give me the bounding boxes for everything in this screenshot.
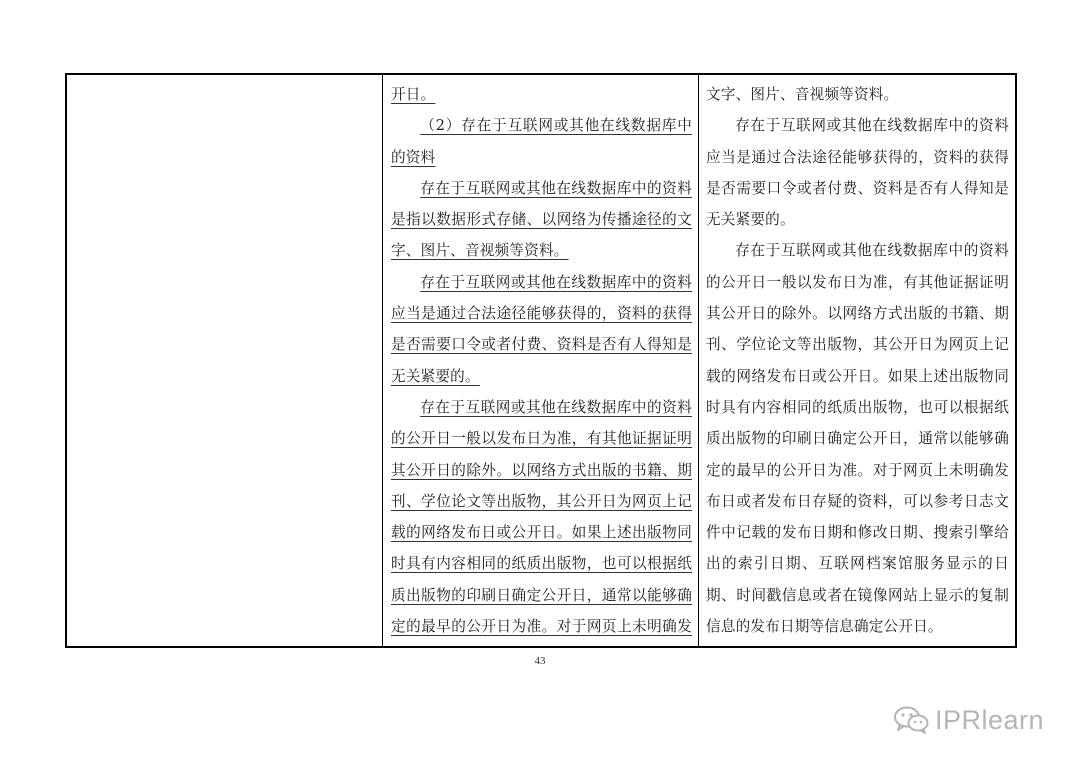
middle-column xyxy=(383,75,699,646)
mid-paragraph-1: （2）存在于互联网或其他在线数据库中的资料 xyxy=(391,117,692,166)
right-paragraph-2: 存在于互联网或其他在线数据库中的资料的公开日一般以发布日为准，有其他证据证明其公开日的除外。以网络方式出版的书籍、期刊、学位论文等出版物，其公开日为网页上记载的网络发布日或公开日。如果上述出版物同时具有内容相同的纸质出版物，也可以根据纸质出版物的印刷日确定公开日，通常以能够确定的最早的公开日为准。对于网页上未明确发布日或者发布日存疑的资料，可以参考日志文件中记载的发布日期和修改日期、搜索引擎给出的索引日期、互联网档案馆服务显示的日期、时间戳信息或者在镜像网站上显示的复制信息的发布日期等信息确定公开日。 xyxy=(706,242,1009,636)
wechat-icon xyxy=(893,705,929,735)
comparison-table xyxy=(65,73,1017,648)
watermark-text: IPRlearn xyxy=(935,704,1045,735)
left-column xyxy=(67,75,383,646)
mid-paragraph-4: 存在于互联网或其他在线数据库中的资料的公开日一般以发布日为准，有其他证据证明其公开日的除外。以网络方式出版的书籍、期刊、学位论文等出版物，其公开日为网页上记载的网络发布日或公开日。如果上述出版物同时具有内容相同的纸质出版物，也可以根据纸质出版物的印刷日确定公开日，通常以能够确定的最早的公开日为准。对于网页上未明确发 xyxy=(391,398,692,636)
page-number: 43 xyxy=(534,655,546,667)
right-paragraph-3 xyxy=(706,642,1009,646)
right-paragraph-1: 存在于互联网或其他在线数据库中的资料应当是通过合法途径能够获得的，资料的获得是否需要口令或者付费、资料是否有人得知是无关紧要的。 xyxy=(706,117,1009,229)
mid-paragraph-2: 存在于互联网或其他在线数据库中的资料是指以数据形式存储、以网络为传播途径的文字、图片、音视频等资料。 xyxy=(391,179,692,260)
right-column xyxy=(699,75,1015,646)
watermark xyxy=(893,700,1044,740)
mid-paragraph-3: 存在于互联网或其他在线数据库中的资料应当是通过合法途径能够获得的，资料的获得是否需要口令或者付费、资料是否有人得知是无关紧要的。 xyxy=(391,273,692,385)
mid-paragraph-0: 开日。 xyxy=(391,86,436,103)
right-paragraph-0: 文字、图片、音视频等资料。 xyxy=(706,86,899,103)
